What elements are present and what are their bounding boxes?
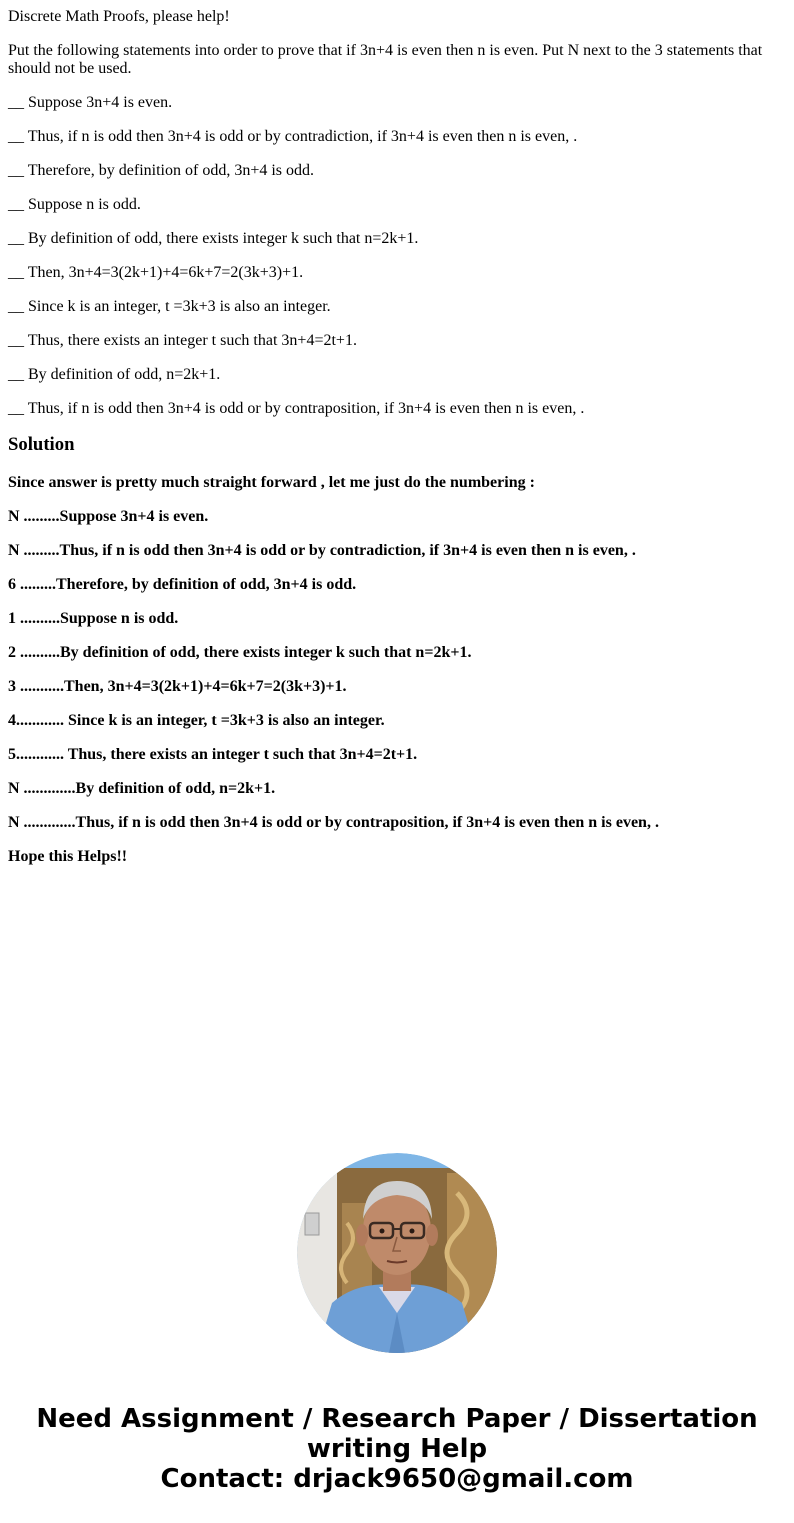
statement-item: __ By definition of odd, there exists integer k such that n=2k+1. <box>8 230 419 247</box>
solution-line: N .............Thus, if n is odd then 3n+4 is odd or by contraposition, if 3n+4 is even then n is even, . <box>8 814 659 831</box>
solution-body <box>8 474 786 866</box>
solution-line: N .........Suppose 3n+4 is even. <box>8 508 209 525</box>
statement-item: __ Thus, there exists an integer t such that 3n+4=2t+1. <box>8 332 357 349</box>
statement-item: __ Suppose n is odd. <box>8 196 141 213</box>
banner-line: Need Assignment / Research Paper / Dissertation <box>36 1404 758 1434</box>
solution-heading: Solution <box>8 434 75 455</box>
solution-intro: Since answer is pretty much straight forward , let me just do the numbering : <box>8 474 535 491</box>
question-title: Discrete Math Proofs, please help! <box>8 8 230 25</box>
solution-line: 4............ Since k is an integer, t =3k+3 is also an integer. <box>8 712 385 729</box>
statement-item: __ Thus, if n is odd then 3n+4 is odd or by contradiction, if 3n+4 is even then n is even, . <box>8 128 578 145</box>
solution-line: 1 ..........Suppose n is odd. <box>8 610 179 627</box>
contact-email: Contact: drjack9650@gmail.com <box>160 1464 634 1494</box>
question-prompt: Put the following statements into order to prove that if 3n+4 is even then n is even. Put N next to the 3 statements that should not be used. <box>8 42 763 77</box>
solution-line: N .............By definition of odd, n=2k+1. <box>8 780 276 797</box>
solution-line: 6 .........Therefore, by definition of odd, 3n+4 is odd. <box>8 576 357 593</box>
statement-item: __ Then, 3n+4=3(2k+1)+4=6k+7=2(3k+3)+1. <box>8 264 304 281</box>
solution-line: 3 ...........Then, 3n+4=3(2k+1)+4=6k+7=2(3k+3)+1. <box>8 678 347 695</box>
avatar-portrait-image <box>297 1153 497 1353</box>
solution-closing: Hope this Helps!! <box>8 848 128 865</box>
statement-item: __ By definition of odd, n=2k+1. <box>8 366 221 383</box>
solution-line: 5............ Thus, there exists an integer t such that 3n+4=2t+1. <box>8 746 418 763</box>
solution-line: 2 ..........By definition of odd, there exists integer k such that n=2k+1. <box>8 644 472 661</box>
document-body <box>8 8 786 882</box>
statement-list <box>8 94 786 418</box>
contact-banner <box>0 1404 794 1494</box>
statement-item: __ Therefore, by definition of odd, 3n+4 is odd. <box>8 162 315 179</box>
banner-line: writing Help <box>306 1434 488 1464</box>
author-avatar <box>297 1153 497 1353</box>
statement-item: __ Thus, if n is odd then 3n+4 is odd or by contraposition, if 3n+4 is even then n is even, . <box>8 400 585 417</box>
statement-item: __ Suppose 3n+4 is even. <box>8 94 173 111</box>
solution-line: N .........Thus, if n is odd then 3n+4 is odd or by contradiction, if 3n+4 is even then n is even, . <box>8 542 636 559</box>
statement-item: __ Since k is an integer, t =3k+3 is also an integer. <box>8 298 331 315</box>
